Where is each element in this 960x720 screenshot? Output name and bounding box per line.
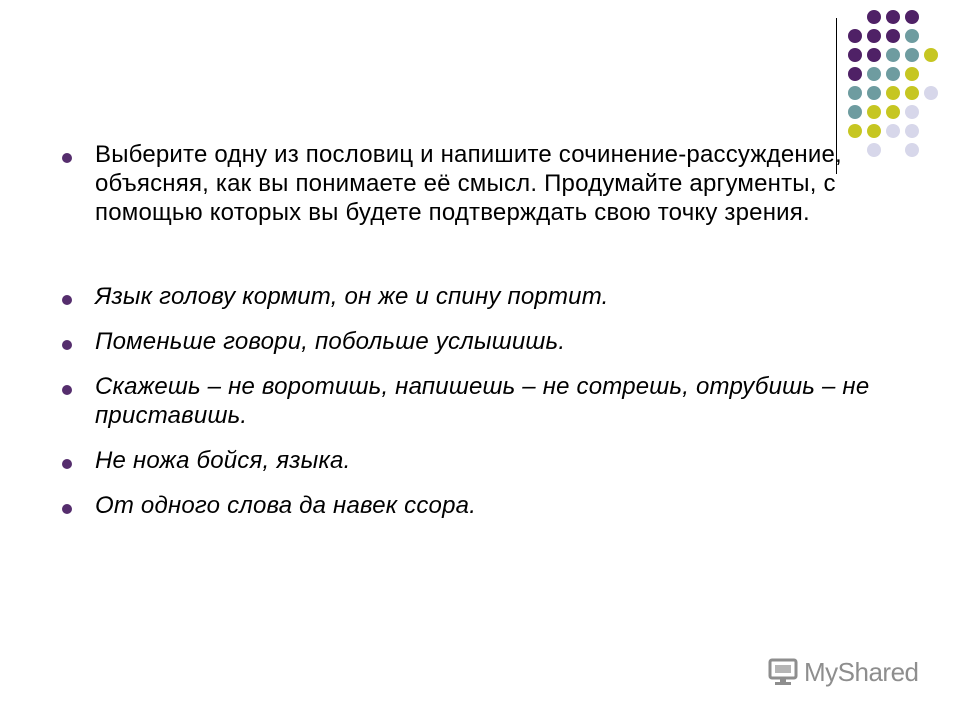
decorative-dot-grid [848, 10, 954, 158]
decorative-dot [867, 10, 881, 24]
bullet-icon [62, 459, 72, 469]
decorative-dot [886, 86, 900, 100]
slide-content [60, 140, 880, 536]
monitor-icon [768, 658, 798, 686]
decorative-dot [905, 29, 919, 43]
proverb-item [60, 327, 880, 356]
decorative-dot [867, 105, 881, 119]
proverb-item [60, 372, 880, 430]
decorative-dot [886, 48, 900, 62]
decorative-dot [848, 105, 862, 119]
proverb-text: Язык голову кормит, он же и спину портит. [95, 283, 609, 310]
decorative-dot [905, 48, 919, 62]
decorative-dot [848, 124, 862, 138]
decorative-dot [905, 105, 919, 119]
decorative-dot [905, 10, 919, 24]
decorative-dot [848, 29, 862, 43]
proverb-text: Не ножа бойся, языка. [95, 447, 351, 474]
decorative-dot [867, 48, 881, 62]
bullet-icon [62, 504, 72, 514]
decorative-dot [924, 86, 938, 100]
decorative-dot [886, 124, 900, 138]
decorative-dot [886, 10, 900, 24]
decorative-dot [848, 86, 862, 100]
decorative-dot [867, 124, 881, 138]
decorative-dot [924, 48, 938, 62]
proverb-text: Скажешь – не воротишь, напишешь – не сотрешь, отрубишь – не приставишь. [95, 373, 870, 429]
watermark-logo-text: MyShared [804, 656, 919, 687]
proverb-item [60, 446, 880, 475]
decorative-dot [905, 67, 919, 81]
decorative-dot [905, 86, 919, 100]
decorative-dot [848, 67, 862, 81]
decorative-dot [905, 124, 919, 138]
bullet-icon [62, 153, 72, 163]
decorative-dot [905, 143, 919, 157]
decorative-dot [867, 86, 881, 100]
bullet-icon [62, 385, 72, 395]
myshared-watermark [768, 656, 919, 688]
decorative-dot [886, 29, 900, 43]
bullet-icon [62, 340, 72, 350]
decorative-dot [848, 48, 862, 62]
proverb-item [60, 491, 880, 520]
bullet-icon [62, 295, 72, 305]
instructions-item [60, 140, 880, 227]
proverb-text: Поменьше говори, побольше услышишь. [95, 328, 566, 355]
instructions-text: Выберите одну из пословиц и напишите сочинение-рассуждение, объясняя, как вы понимаете её смысл. Продумайте аргументы, с помощью которых вы будете подтверждать свою точку зрения. [95, 141, 842, 226]
decorative-dot [886, 105, 900, 119]
proverb-text: От одного слова да навек ссора. [95, 492, 477, 519]
decorative-dot [867, 67, 881, 81]
decorative-dot [886, 67, 900, 81]
proverb-item [60, 282, 880, 311]
decorative-dot [867, 29, 881, 43]
